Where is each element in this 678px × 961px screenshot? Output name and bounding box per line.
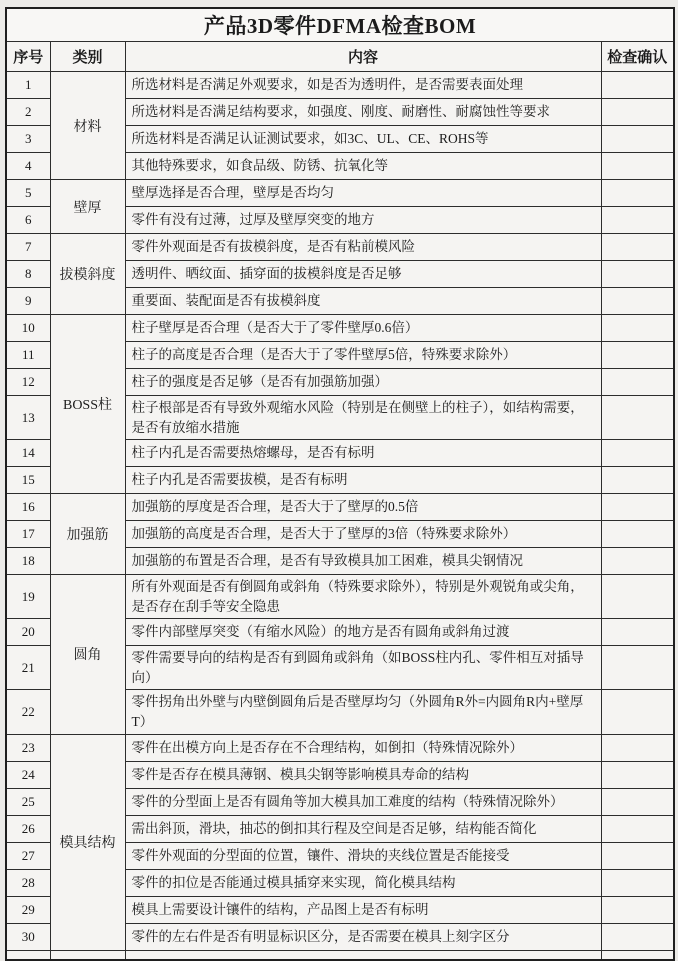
check-confirm-cell [601,646,674,690]
content-cell: 柱子根部是否有导致外观缩水风险（特别是在侧壁上的柱子），如结构需要，是否有放缩水措施 [125,396,601,440]
row-number: 20 [6,619,50,646]
column-header-content: 内容 [125,42,601,72]
table-row [6,315,674,342]
content-cell: 加强筋的高度是否合理，是否大于了壁厚的3倍（特殊要求除外） [125,521,601,548]
column-header-no: 序号 [6,42,50,72]
content-cell: 加强筋的布置是否合理，是否有导致模具加工困难，模具尖钢情况 [125,548,601,575]
check-confirm-cell [601,575,674,619]
partial-cell [6,950,50,960]
content-cell: 模具上需要设计镶件的结构，产品图上是否有标明 [125,896,601,923]
row-number: 30 [6,923,50,950]
check-confirm-cell [601,815,674,842]
content-cell: 所选材料是否满足外观要求，如是否为透明件，是否需要表面处理 [125,72,601,99]
content-cell: 透明件、晒纹面、插穿面的拔模斜度是否足够 [125,261,601,288]
content-cell: 柱子内孔是否需要热熔螺母，是否有标明 [125,440,601,467]
check-confirm-cell [601,180,674,207]
row-number: 6 [6,207,50,234]
content-cell: 零件需要导向的结构是否有到圆角或斜角（如BOSS柱内孔、零件相互对插导向） [125,646,601,690]
row-number: 7 [6,234,50,261]
check-confirm-cell [601,153,674,180]
table-row [6,234,674,261]
bom-page [5,7,673,961]
content-cell: 重要面、装配面是否有拔模斜度 [125,288,601,315]
check-confirm-cell [601,690,674,734]
row-number: 26 [6,815,50,842]
dfma-check-table [5,7,675,961]
check-confirm-cell [601,234,674,261]
document-title: 产品3D零件DFMA检查BOM [6,8,674,42]
check-confirm-cell [601,126,674,153]
check-confirm-cell [601,734,674,761]
check-confirm-cell [601,315,674,342]
content-cell: 零件内部壁厚突变（有缩水风险）的地方是否有圆角或斜角过渡 [125,619,601,646]
row-number: 13 [6,396,50,440]
category-cell: 拔模斜度 [50,234,125,315]
check-confirm-cell [601,396,674,440]
row-number: 14 [6,440,50,467]
content-cell: 零件的分型面上是否有圆角等加大模具加工难度的结构（特殊情况除外） [125,788,601,815]
row-number: 23 [6,734,50,761]
partial-cell [125,950,601,960]
content-cell: 零件的扣位是否能通过模具插穿来实现，简化模具结构 [125,869,601,896]
check-confirm-cell [601,369,674,396]
content-cell: 柱子的高度是否合理（是否大于了零件壁厚5倍，特殊要求除外） [125,342,601,369]
check-confirm-cell [601,72,674,99]
check-confirm-cell [601,261,674,288]
column-header-check: 检查确认 [601,42,674,72]
row-number: 10 [6,315,50,342]
content-cell: 所有外观面是否有倒圆角或斜角（特殊要求除外），特别是外观锐角或尖角，是否存在刮手等安全隐患 [125,575,601,619]
partial-cell [50,950,125,960]
row-number: 29 [6,896,50,923]
header-row [6,42,674,72]
row-number: 8 [6,261,50,288]
partial-clipped-row [6,950,674,960]
row-number: 15 [6,467,50,494]
row-number: 28 [6,869,50,896]
row-number: 9 [6,288,50,315]
row-number: 19 [6,575,50,619]
table-row [6,180,674,207]
content-cell: 所选材料是否满足认证测试要求，如3C、UL、CE、ROHS等 [125,126,601,153]
row-number: 22 [6,690,50,734]
category-cell: 壁厚 [50,180,125,234]
content-cell: 零件拐角出外壁与内壁倒圆角后是否壁厚均匀（外圆角R外=内圆角R内+壁厚T） [125,690,601,734]
check-confirm-cell [601,494,674,521]
table-row [6,494,674,521]
category-cell: 加强筋 [50,494,125,575]
partial-cell [601,950,674,960]
content-cell: 柱子壁厚是否合理（是否大于了零件壁厚0.6倍） [125,315,601,342]
content-cell: 柱子的强度是否足够（是否有加强筋加强） [125,369,601,396]
row-number: 4 [6,153,50,180]
check-confirm-cell [601,761,674,788]
row-number: 2 [6,99,50,126]
check-confirm-cell [601,99,674,126]
row-number: 17 [6,521,50,548]
row-number: 1 [6,72,50,99]
content-cell: 零件外观面是否有拔模斜度，是否有粘前模风险 [125,234,601,261]
check-confirm-cell [601,342,674,369]
category-cell: 模具结构 [50,734,125,950]
check-confirm-cell [601,548,674,575]
title-row [6,8,674,42]
content-cell: 零件的左右件是否有明显标识区分，是否需要在模具上刻字区分 [125,923,601,950]
check-confirm-cell [601,869,674,896]
table-row [6,72,674,99]
check-confirm-cell [601,288,674,315]
row-number: 11 [6,342,50,369]
check-confirm-cell [601,521,674,548]
row-number: 5 [6,180,50,207]
content-cell: 需出斜顶，滑块，抽芯的倒扣其行程及空间是否足够，结构能否简化 [125,815,601,842]
check-confirm-cell [601,467,674,494]
table-row [6,575,674,619]
check-confirm-cell [601,923,674,950]
check-confirm-cell [601,440,674,467]
category-cell: BOSS柱 [50,315,125,494]
content-cell: 柱子内孔是否需要拔模，是否有标明 [125,467,601,494]
content-cell: 零件外观面的分型面的位置，镶件、滑块的夹线位置是否能接受 [125,842,601,869]
column-header-category: 类别 [50,42,125,72]
content-cell: 壁厚选择是否合理，壁厚是否均匀 [125,180,601,207]
category-cell: 材料 [50,72,125,180]
check-confirm-cell [601,207,674,234]
content-cell: 零件是否存在模具薄钢、模具尖钢等影响模具寿命的结构 [125,761,601,788]
content-cell: 其他特殊要求，如食品级、防锈、抗氧化等 [125,153,601,180]
check-confirm-cell [601,896,674,923]
content-cell: 所选材料是否满足结构要求，如强度、刚度、耐磨性、耐腐蚀性等要求 [125,99,601,126]
row-number: 24 [6,761,50,788]
content-cell: 加强筋的厚度是否合理，是否大于了壁厚的0.5倍 [125,494,601,521]
table-row [6,734,674,761]
row-number: 18 [6,548,50,575]
check-confirm-cell [601,619,674,646]
row-number: 27 [6,842,50,869]
check-confirm-cell [601,788,674,815]
row-number: 21 [6,646,50,690]
content-cell: 零件有没有过薄，过厚及壁厚突变的地方 [125,207,601,234]
row-number: 25 [6,788,50,815]
category-cell: 圆角 [50,575,125,734]
row-number: 3 [6,126,50,153]
row-number: 16 [6,494,50,521]
row-number: 12 [6,369,50,396]
check-confirm-cell [601,842,674,869]
content-cell: 零件在出模方向上是否存在不合理结构，如倒扣（特殊情况除外） [125,734,601,761]
